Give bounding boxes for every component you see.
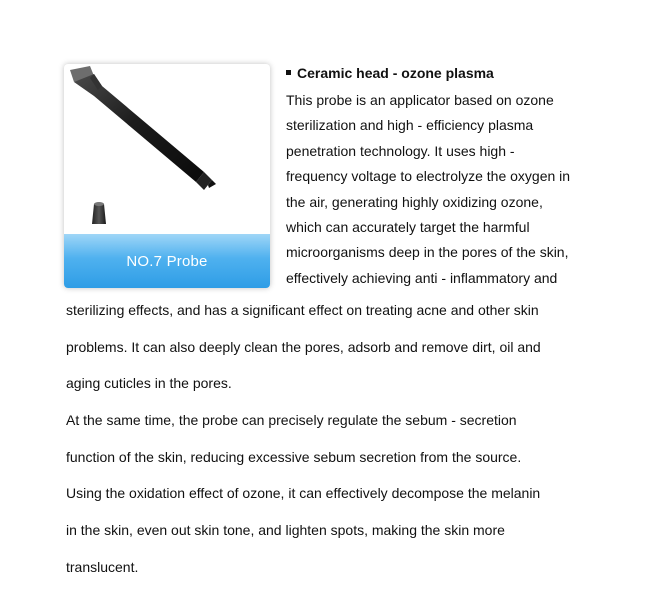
text-line: sterilization and high - efficiency plasma bbox=[286, 117, 534, 134]
description-full-width bbox=[66, 301, 541, 595]
bullet-icon bbox=[286, 70, 291, 75]
card-footer bbox=[64, 234, 270, 288]
text-line: frequency voltage to electrolyze the oxygen in bbox=[286, 168, 571, 185]
text-line: sterilizing effects, and has a significant effect on treating acne and other skin bbox=[66, 302, 539, 318]
text-line: in the skin, even out skin tone, and lighten spots, making the skin more bbox=[66, 522, 505, 539]
probe-image bbox=[64, 64, 270, 234]
text-line: the air, generating highly oxidizing ozone, bbox=[286, 193, 543, 210]
heading-text: Ceramic head - ozone plasma bbox=[297, 65, 494, 81]
text-line: effectively achieving anti - inflammatory and bbox=[286, 269, 558, 286]
text-line: problems. It can also deeply clean the pores, adsorb and remove dirt, oil and bbox=[66, 338, 541, 355]
section-heading bbox=[286, 64, 494, 82]
text-line: function of the skin, reducing excessive sebum secretion from the source. bbox=[66, 448, 522, 465]
text-line: This probe is an applicator based on ozone bbox=[286, 92, 554, 108]
text-line: translucent. bbox=[66, 558, 139, 575]
text-line: Using the oxidation effect of ozone, it can effectively decompose the melanin bbox=[66, 485, 541, 502]
text-line: aging cuticles in the pores. bbox=[66, 375, 232, 392]
text-line: which can accurately target the harmful bbox=[286, 219, 530, 236]
probe-label: NO.7 Probe bbox=[126, 252, 208, 270]
description-side-column bbox=[286, 88, 570, 291]
text-line: At the same time, the probe can precisely regulate the sebum - secretion bbox=[66, 412, 517, 429]
product-card bbox=[64, 64, 270, 288]
text-line: microorganisms deep in the pores of the skin, bbox=[286, 244, 569, 261]
text-line: penetration technology. It uses high - bbox=[286, 142, 515, 159]
